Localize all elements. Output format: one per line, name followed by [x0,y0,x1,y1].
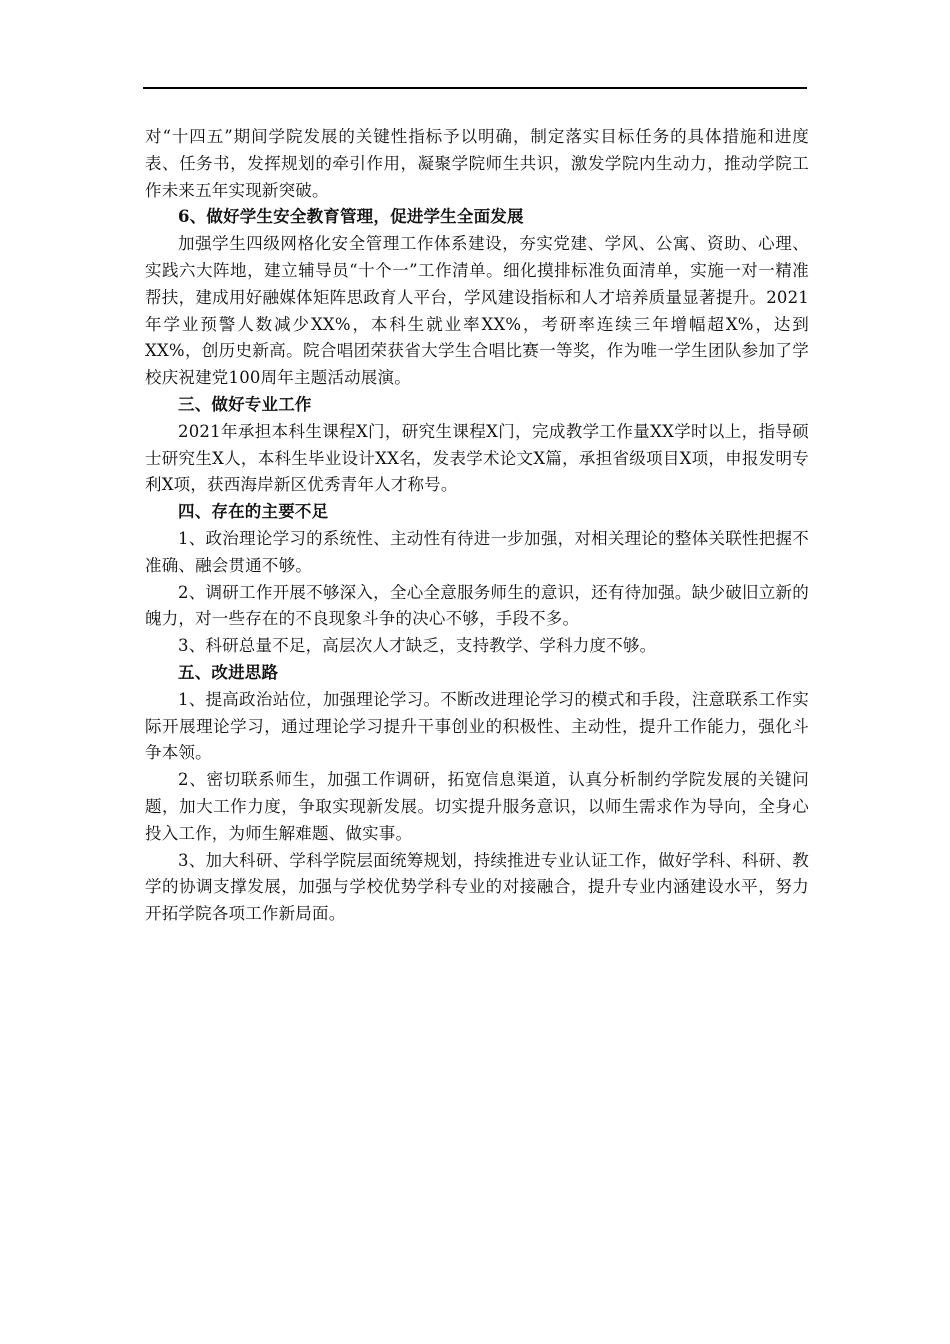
paragraph-continued: 对“十四五”期间学院发展的关键性指标予以明确，制定落实目标任务的具体措施和进度表、任务书，发挥规划的牵引作用，凝聚学院师生共识，激发学院内生动力，推动学院工作未来五年实现新突破。 [145,127,809,200]
paragraph: 3、加大科研、学科学院层面统筹规划，持续推进专业认证工作，做好学科、科研、教学的协调支撑发展，加强与学校优势学科专业的对接融合，提升专业内涵建设水平，努力开拓学院各项工作新局面。 [145,850,809,924]
section-heading: 四、存在的主要不足 [178,502,329,522]
document-body [145,124,809,928]
paragraph: 3、科研总量不足，高层次人才缺乏，支持教学、学科力度不够。 [178,636,657,656]
paragraph: 1、政治理论学习的系统性、主动性有待进一步加强，对相关理论的整体关联性把握不准确、融会贯通不够。 [145,528,809,575]
paragraph: 1、提高政治站位，加强理论学习。不断改进理论学习的模式和手段，注意联系工作实际开展理论学习，通过理论学习提升干事创业的积极性、主动性，提升工作能力，强化斗争本领。 [145,689,809,763]
section-heading: 6、做好学生安全教育管理，促进学生全面发展 [178,207,524,227]
section-heading: 五、改进思路 [178,662,279,682]
paragraph: 2021年承担本科生课程X门，研究生课程X门，完成教学工作量XX学时以上，指导硕士研究生X人，本科生毕业设计XX名，发表学术论文X篇，承担省级项目X项，申报发明专利X项，获西海岸新区优秀青年人才称号。 [145,421,809,495]
paragraph: 加强学生四级网格化安全管理工作体系建设，夯实党建、学风、公寓、资助、心理、实践六大阵地，建立辅导员“十个一”工作清单。细化摸排标准负面清单，实施一对一精准帮扶，建成用好融媒体矩阵思政育人平台，学风建设指标和人才培养质量显著提升。2021年学业预警人数减少XX%，本科生就业率XX%，考研率连续三年增幅超X%，达到XX%，创历史新高。院合唱团荣获省大学生合唱比赛一等奖，作为唯一学生团队参加了学校庆祝建党100周年主题活动展演。 [145,234,809,388]
header-rule [143,87,807,89]
section-heading: 三、做好专业工作 [178,394,312,414]
paragraph: 2、调研工作开展不够深入，全心全意服务师生的意识，还有待加强。缺少破旧立新的魄力，对一些存在的不良现象斗争的决心不够，手段不多。 [145,582,809,629]
paragraph: 2、密切联系师生，加强工作调研，拓宽信息渠道，认真分析制约学院发展的关键问题，加大工作力度，争取实现新发展。切实提升服务意识，以师生需求作为导向，全身心投入工作，为师生解难题、做实事。 [145,770,809,843]
